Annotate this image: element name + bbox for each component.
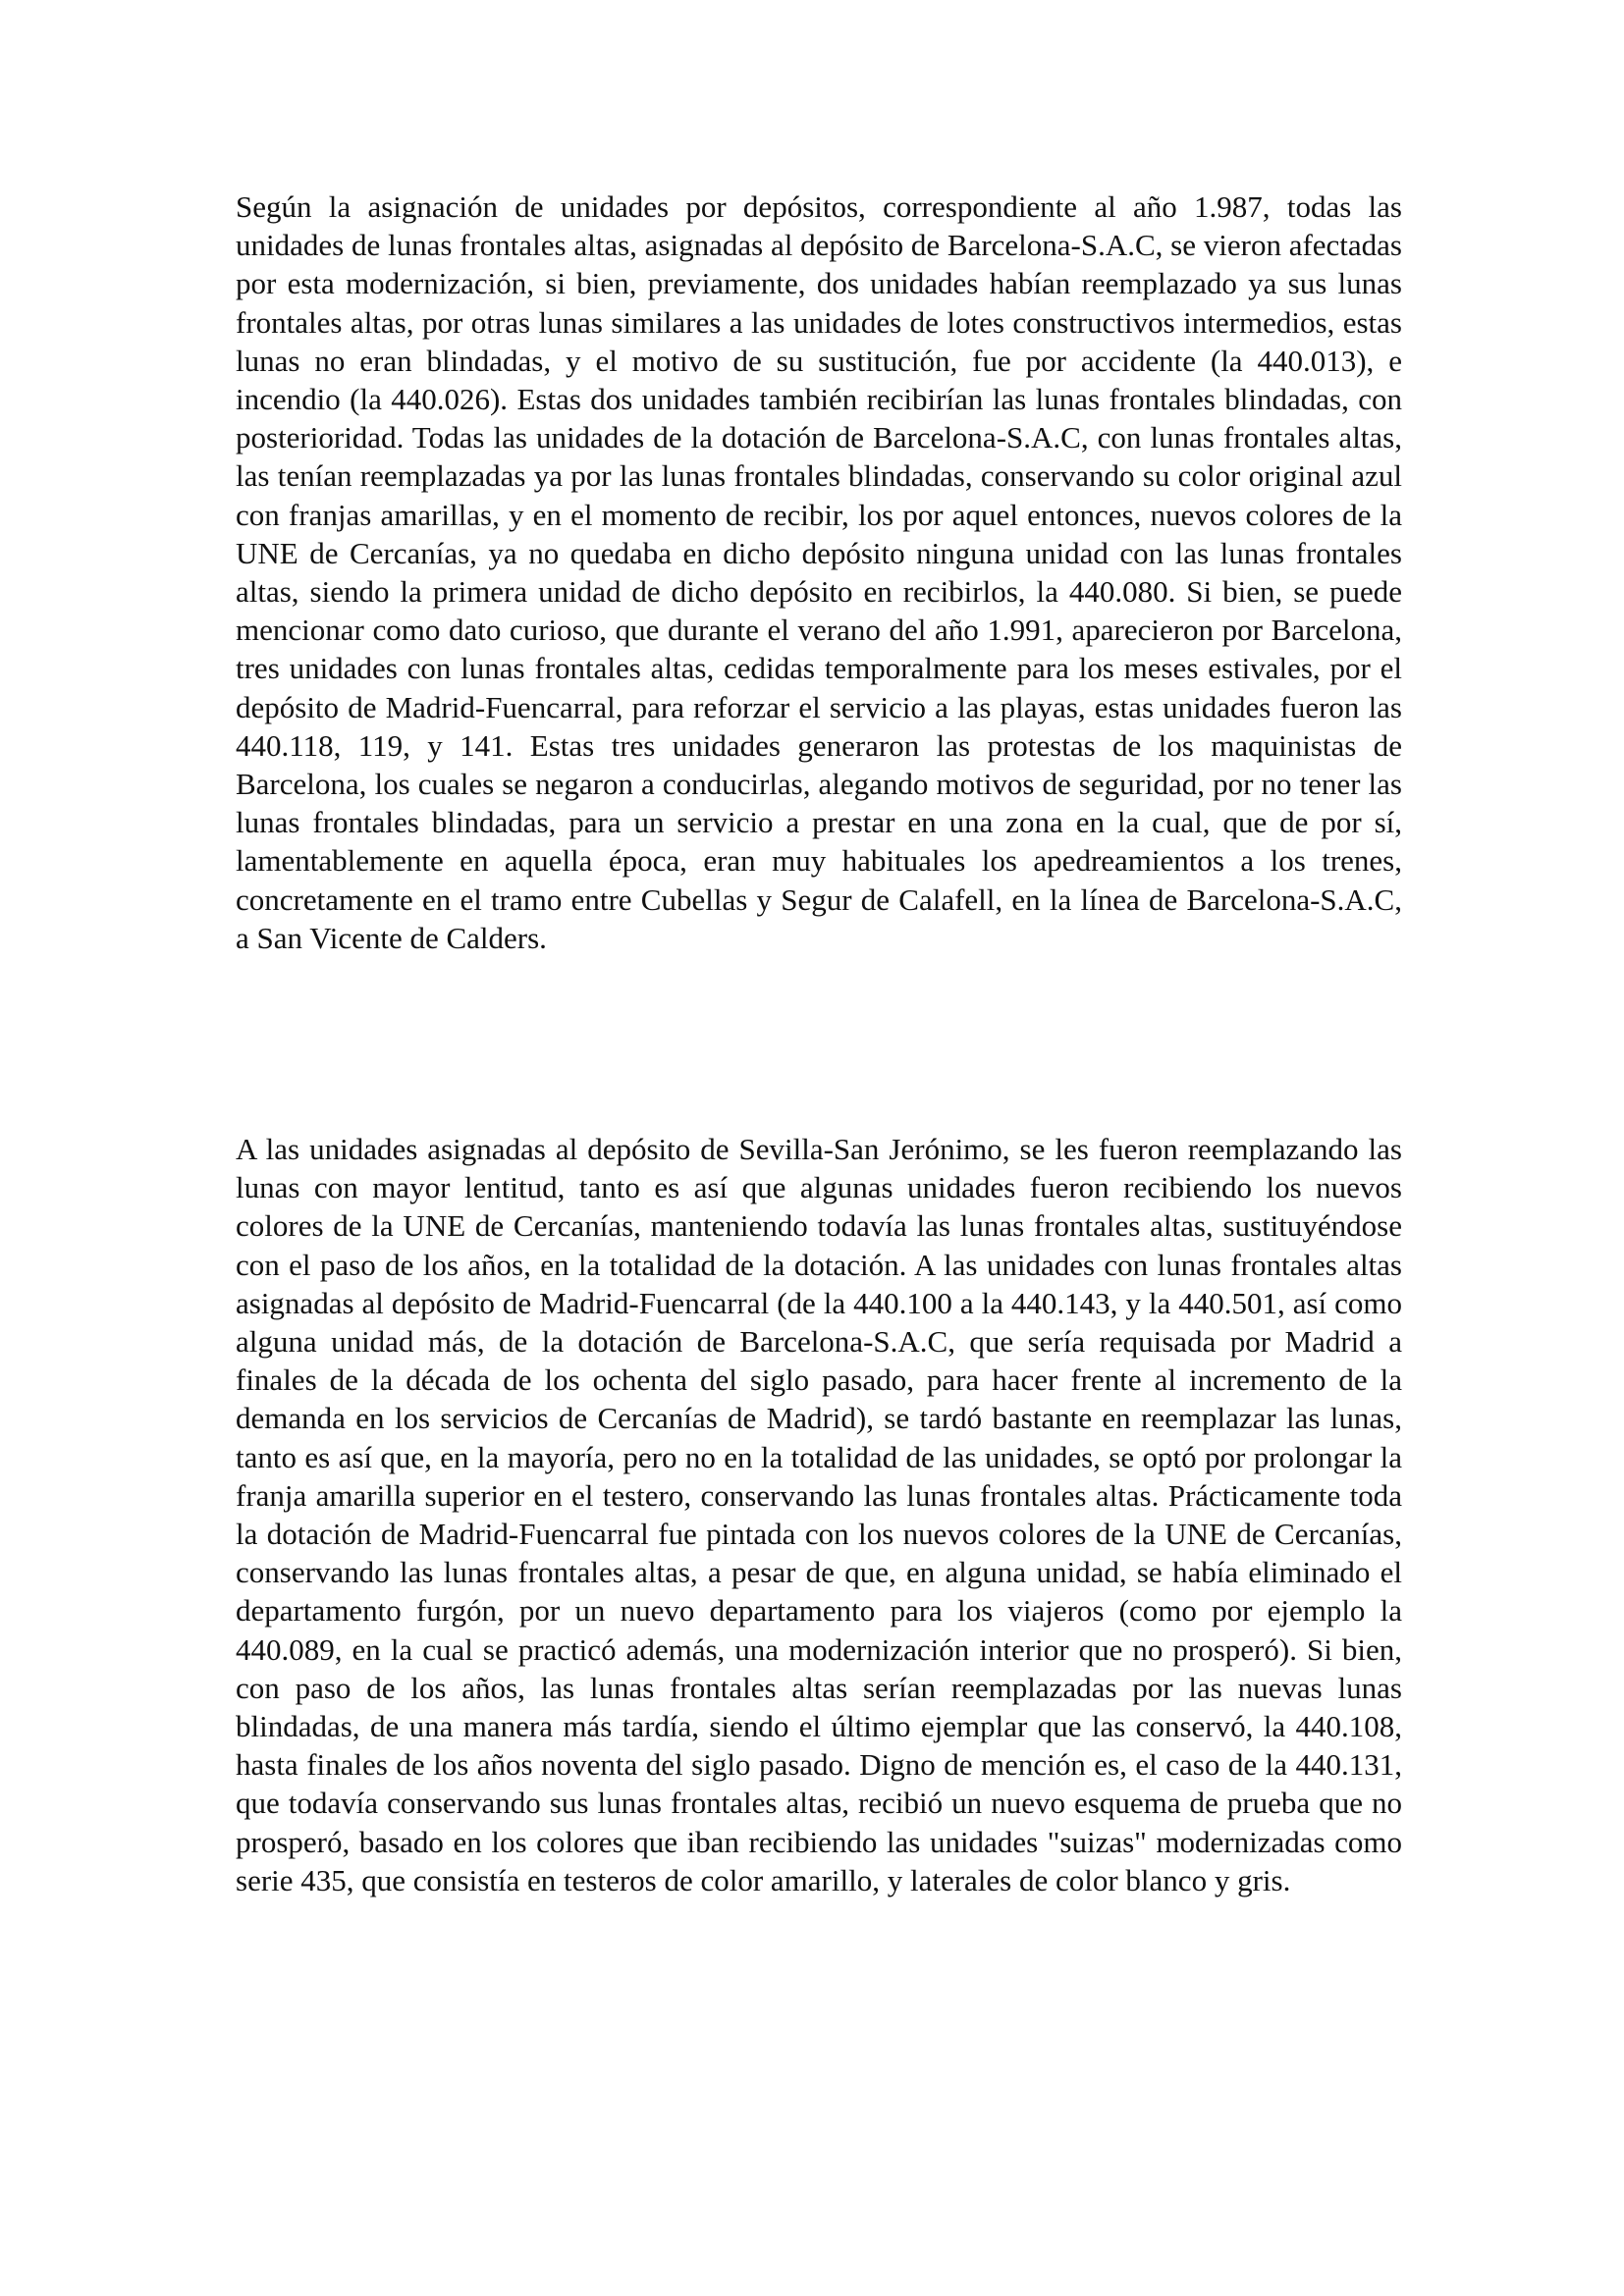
body-paragraph: Según la asignación de unidades por depósitos, correspondiente al año 1.987, todas las unidades de lunas frontales altas, asignadas al depósito de Barcelona-S.A.C, se vieron afectadas por esta modernización, si bien, previamente, dos unidades habían reemplazado ya sus lunas frontales altas, por otras lunas similares a las unidades de lotes constructivos intermedios, estas lunas no eran blindadas, y el motivo de su sustitución, fue por accidente (la 440.013), e incendio (la 440.026). Estas dos unidades también recibirían las lunas frontales blindadas, con posterioridad. Todas las unidades de la dotación de Barcelona-S.A.C, con lunas frontales altas, las tenían reemplazadas ya por las lunas frontales blindadas, conservando su color original azul con franjas amarillas, y en el momento de recibir, los por aquel entonces, nuevos colores de la UNE de Cercanías, ya no quedaba en dicho depósito ninguna unidad con las lunas frontales altas, siendo la primera unidad de dicho depósito en recibirlos, la 440.080. Si bien, se puede mencionar como dato curioso, que durante el verano del año 1.991, aparecieron por Barcelona, tres unidades con lunas frontales altas, cedidas temporalmente para los meses estivales, por el depósito de Madrid-Fuencarral, para reforzar el servicio a las playas, estas unidades fueron las 440.118, 119, y 141. Estas tres unidades generaron las protestas de los maquinistas de Barcelona, los cuales se negaron a conducirlas, alegando motivos de seguridad, por no tener las lunas frontales blindadas, para un servicio a prestar en una zona en la cual, que de por sí, lamentablemente en aquella época, eran muy habituales los apedreamientos a los trenes, concretamente en el tramo entre Cubellas y Segur de Calafell, en la línea de Barcelona-S.A.C, a San Vicente de Calders. <box>236 189 1402 955</box>
body-paragraph: A las unidades asignadas al depósito de Sevilla-San Jerónimo, se les fueron reemplazando las lunas con mayor lentitud, tanto es así que algunas unidades fueron recibiendo los nuevos colores de la UNE de Cercanías, manteniendo todavía las lunas frontales altas, sustituyéndose con el paso de los años, en la totalidad de la dotación. A las unidades con lunas frontales altas asignadas al depósito de Madrid-Fuencarral (de la 440.100 a la 440.143, y la 440.501, así como alguna unidad más, de la dotación de Barcelona-S.A.C, que sería requisada por Madrid a finales de la década de los ochenta del siglo pasado, para hacer frente al incremento de la demanda en los servicios de Cercanías de Madrid), se tardó bastante en reemplazar las lunas, tanto es así que, en la mayoría, pero no en la totalidad de las unidades, se optó por prolongar la franja amarilla superior en el testero, conservando las lunas frontales altas. Prácticamente toda la dotación de Madrid-Fuencarral fue pintada con los nuevos colores de la UNE de Cercanías, conservando las lunas frontales altas, a pesar de que, en alguna unidad, se había eliminado el departamento furgón, por un nuevo departamento para los viajeros (como por ejemplo la 440.089, en la cual se practicó además, una modernización interior que no prosperó). Si bien, con paso de los años, las lunas frontales altas serían reemplazadas por las nuevas lunas blindadas, de una manera más tardía, siendo el último ejemplar que las conservó, la 440.108, hasta finales de los años noventa del siglo pasado. Digno de mención es, el caso de la 440.131, que todavía conservando sus lunas frontales altas, recibió un nuevo esquema de prueba que no prosperó, basado en los colores que iban recibiendo las unidades "suizas" modernizadas como serie 435, que consistía en testeros de color amarillo, y laterales de color blanco y gris. <box>236 1132 1402 1897</box>
